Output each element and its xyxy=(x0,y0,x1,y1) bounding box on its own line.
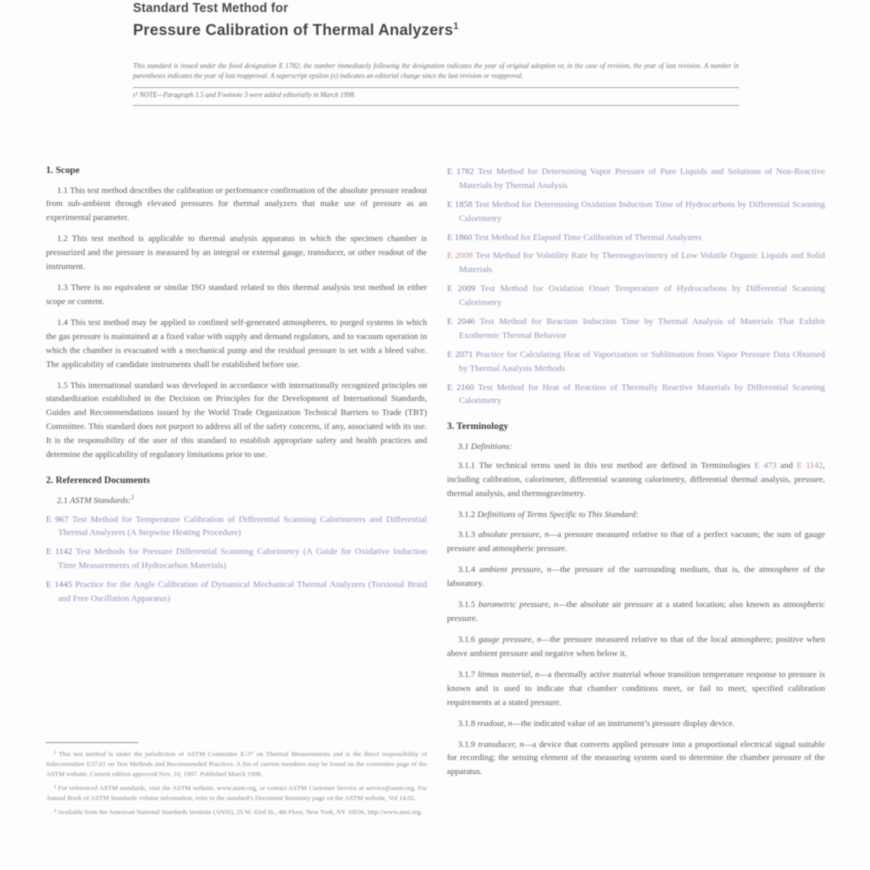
term-word: Definitions of Terms Specific to This Standard: xyxy=(477,508,639,519)
scope-paragraph: 1.4 This test method may be applied to confined self-generated atmospheres, to purged systems in which the gas pressure is maintained at a fixed value with supply and demand regulators, and to vacuum operation in which the chamber is evacuated with a mechanical pump and the residual pressure is set with a bleed valve. The applicability of candidate instruments shall be established before use. xyxy=(46,316,427,369)
reference-designation[interactable]: E 1445 xyxy=(46,579,73,590)
terminology-item xyxy=(447,508,825,522)
reference-link[interactable] xyxy=(447,165,825,193)
right-column xyxy=(447,165,825,786)
terminology-item xyxy=(447,598,825,626)
reference-link[interactable] xyxy=(447,381,825,409)
reference-designation[interactable]: E 2046 xyxy=(447,316,475,327)
term-word: ambient pressure, n xyxy=(479,564,552,575)
section-heading-terminology: 3. Terminology xyxy=(447,421,509,433)
reference-title[interactable]: Test Method for Oxidation Onset Temperature of Hydrocarbons by Differential Scanning Calorimetry xyxy=(459,283,826,308)
astm-standards-number: 2.1 xyxy=(57,494,70,505)
term-word: gauge pressure, n xyxy=(478,634,542,644)
section-heading-referenced-documents: 2. Referenced Documents xyxy=(46,475,150,487)
terminology-e473-link[interactable]: E 473 xyxy=(754,459,777,470)
term-number: 3.1.3 xyxy=(458,529,479,540)
term-definition: —the absolute air pressure at a stated location; also known as atmospheric pressure. xyxy=(447,599,826,624)
terminology-item xyxy=(447,738,825,780)
reference-title[interactable]: Test Method for Elapsed Time Calibration of Thermal Analyzers xyxy=(472,231,702,242)
reference-title[interactable]: Practice for the Angle Calibration of Dynamical Mechanical Thermal Analyzers (Torsional Braid and Free Oscillation Apparatus) xyxy=(58,579,427,603)
reference-link[interactable] xyxy=(447,315,825,343)
footnote-ref-2[interactable]: 2 xyxy=(130,494,134,501)
body-columns xyxy=(46,165,825,786)
term-definition: —the pressure of the surrounding medium, that is, the atmosphere of the laboratory. xyxy=(447,564,826,589)
term-number: 3.1.4 xyxy=(458,564,480,575)
terminology-item xyxy=(447,563,825,591)
term-311-text: 3.1.1 The technical terms used in this test method are defined in Terminologies xyxy=(458,459,755,470)
scope-paragraph: 1.3 There is no equivalent or similar ISO standard related to this thermal analysis test method in either scope or content. xyxy=(46,282,427,306)
designation-preamble: This standard is issued under the fixed designation E 1782; the number immediately following the designation indicates the year of original adoption or, in the case of revision, the year of last revision. A number in parentheses indicates the year of last reapproval. A superscript epsilon (e) indicates an editorial change since the last revision or reapproval. xyxy=(133,62,739,80)
reference-link[interactable] xyxy=(447,348,825,376)
reference-link[interactable] xyxy=(447,249,825,277)
reference-designation[interactable]: E 2009 xyxy=(447,283,476,294)
term-311-post: , including calibration, calorimeter, differential scanning calorimetry, differential thermal analysis, pressure, thermal analysis, and thermogravimetry. xyxy=(447,459,825,498)
reference-designation[interactable]: E 1858 xyxy=(447,198,473,209)
term-number: 3.1.2 xyxy=(458,508,478,519)
term-definition: —the pressure measured relative to that of the local atmosphere; positive when above ambient pressure and negative when below it. xyxy=(447,634,825,658)
term-definition: —the indicated value of an instrument’s pressure display device. xyxy=(512,717,735,728)
footnote-divider xyxy=(46,742,138,743)
footnote-ref-1[interactable]: 1 xyxy=(453,21,459,32)
reference-link[interactable] xyxy=(46,578,427,606)
scope-paragraph: 1.2 This test method is applicable to thermal analysis apparatus in which the specimen chamber is pressurized and the pressure is measured by an integral or external gauge, transducer, or other readout of the instrument. xyxy=(46,233,427,272)
reference-link[interactable] xyxy=(46,513,427,541)
editorial-note: ε¹ NOTE—Paragraph 1.5 and Footnote 3 were added editorially in March 1998. xyxy=(133,92,356,100)
term-definition: —a pressure measured relative to that of a perfect vacuum; the sum of gauge pressure and atmospheric pressure. xyxy=(447,529,826,554)
term-number: 3.1.7 xyxy=(458,668,478,679)
reference-designation[interactable]: E 2008 xyxy=(447,250,473,261)
reference-link[interactable] xyxy=(447,198,825,226)
reference-title[interactable]: Test Method for Volatility Rate by Thermogravimetry of Low Volatile Organic Liquids and Solid Materials xyxy=(459,250,825,275)
footnote-1: ¹ This test method is under the jurisdiction of ASTM Committee E-37 on Thermal Measurements and is the direct responsibility of Subcommittee E37.01 on Test Methods and Recommended Practices. A list of current members may be found on the committee page of the ASTM website. Current edition approved Nov. 10, 1997. Published March 1998. xyxy=(46,751,427,779)
reference-designation[interactable]: E 1142 xyxy=(46,546,73,557)
term-number: 3.1.9 xyxy=(458,738,479,749)
term-definition: —a device that converts applied pressure into a proportional electrical signal suitable for recording; the sensing element of the measuring system used to determine the chamber pressure of the apparatus. xyxy=(447,738,825,777)
reference-title[interactable]: Practice for Calculating Heat of Vaporization or Sublimation from Vapor Pressure Data Obtained by Thermal Analysis Methods xyxy=(459,348,825,373)
editorial-note-box xyxy=(133,87,739,106)
reference-designation[interactable]: E 2160 xyxy=(447,381,475,392)
term-word: litmus material, n xyxy=(477,668,540,679)
footnote-2: ² For referenced ASTM standards, visit the ASTM website, www.astm.org, or contact ASTM Customer Service at service@astm.org. For Annual Book of ASTM Standards volume information, refer to the standard’s Document Summary page on the ASTM website, Vol 14.02. xyxy=(46,785,427,803)
definitions-intro: 3.1 Definitions: xyxy=(458,440,512,451)
term-word: readout, n xyxy=(477,717,513,728)
reference-title[interactable]: Test Methods for Pressure Differential Scanning Calorimetry (A Guide for Oxidative Induction Time Measurements of Hydrocarbon Materials) xyxy=(58,546,428,571)
terminology-paragraph-311 xyxy=(447,459,825,501)
reference-title[interactable]: Test Method for Determining Vapor Pressure of Pure Liquids and Solutions of Non-Reactive Materials by Thermal Analysis xyxy=(459,166,826,190)
reference-title[interactable]: Test Method for Reaction Induction Time by Thermal Analysis of Materials That Exhibit Exothermic Thermal Behavior xyxy=(459,316,826,340)
title-text: Pressure Calibration of Thermal Analyzers xyxy=(133,22,454,40)
scope-paragraph: 1.5 This international standard was developed in accordance with internationally recognized principles on standardization established in the Decision on Principles for the Development of International Standards, Guides and Recommendations issued by the World Trade Organization Technical Barriers to Trade (TBT) Committee. This standard does not purport to address all of the safety concerns, if any, associated with its use. It is the responsibility of the user of this standard to establish appropriate safety and health practices and determine the applicability of regulatory limitations prior to use. xyxy=(46,379,427,460)
left-column xyxy=(46,165,427,786)
footnotes-block xyxy=(46,742,427,822)
term-number: 3.1.6 xyxy=(458,634,479,644)
footnote-3: ³ Available from the American National Standards Institute (ANSI), 25 W. 43rd St., 4th Floor, New York, NY 10036, http://www.ansi.org. xyxy=(54,809,423,817)
term-number: 3.1.5 xyxy=(458,599,479,610)
term-word: transducer, n xyxy=(478,738,524,749)
term-311-mid: and xyxy=(776,459,797,470)
title-line-1: Standard Test Method for xyxy=(133,1,289,15)
terminology-item xyxy=(447,528,825,556)
reference-title[interactable]: Test Method for Temperature Calibration of Differential Scanning Calorimeters and Differential Thermal Analyzers (A Stepwise Heating Procedure) xyxy=(58,513,427,538)
reference-link[interactable] xyxy=(447,282,825,310)
title-line-2 xyxy=(133,22,739,39)
reference-designation[interactable]: E 2071 xyxy=(447,348,473,359)
reference-link[interactable] xyxy=(46,545,427,573)
reference-designation[interactable]: E 1860 xyxy=(447,231,473,242)
reference-title[interactable]: Test Method for Determining Oxidation Induction Time of Hydrocarbons by Differential Scanning Calorimetry xyxy=(459,198,825,223)
term-definition: —a thermally active material whose transition temperature response to pressure is known and is used to indicate that chamber conditions meet, or fail to meet, specified calibration requirements at a stated pressure. xyxy=(447,668,825,707)
term-word: absolute pressure, n xyxy=(478,529,549,540)
term-number: 3.1.8 xyxy=(458,717,478,728)
section-heading-scope: 1. Scope xyxy=(46,165,80,176)
masthead xyxy=(133,1,739,106)
astm-standards-intro xyxy=(46,494,427,508)
reference-title[interactable]: Test Method for Heat of Reaction of Thermally Reactive Materials by Differential Scanning Calorimetry xyxy=(459,381,825,406)
terminology-e1142-link[interactable]: E 1142 xyxy=(796,459,823,470)
terminology-item xyxy=(447,668,825,710)
terminology-item xyxy=(447,717,825,731)
reference-link[interactable] xyxy=(447,231,825,245)
scope-paragraph: 1.1 This test method describes the calibration or performance confirmation of the absolute pressure readout from sub-ambient through elevated pressures for thermal analyzers that make use of pressure as an experimental parameter. xyxy=(46,184,427,223)
reference-designation[interactable]: E 1782 xyxy=(447,166,474,176)
terminology-item xyxy=(447,633,825,661)
astm-standards-label: ASTM Standards: xyxy=(69,494,131,505)
reference-designation[interactable]: E 967 xyxy=(46,513,69,524)
term-word: barometric pressure, n xyxy=(478,599,559,610)
